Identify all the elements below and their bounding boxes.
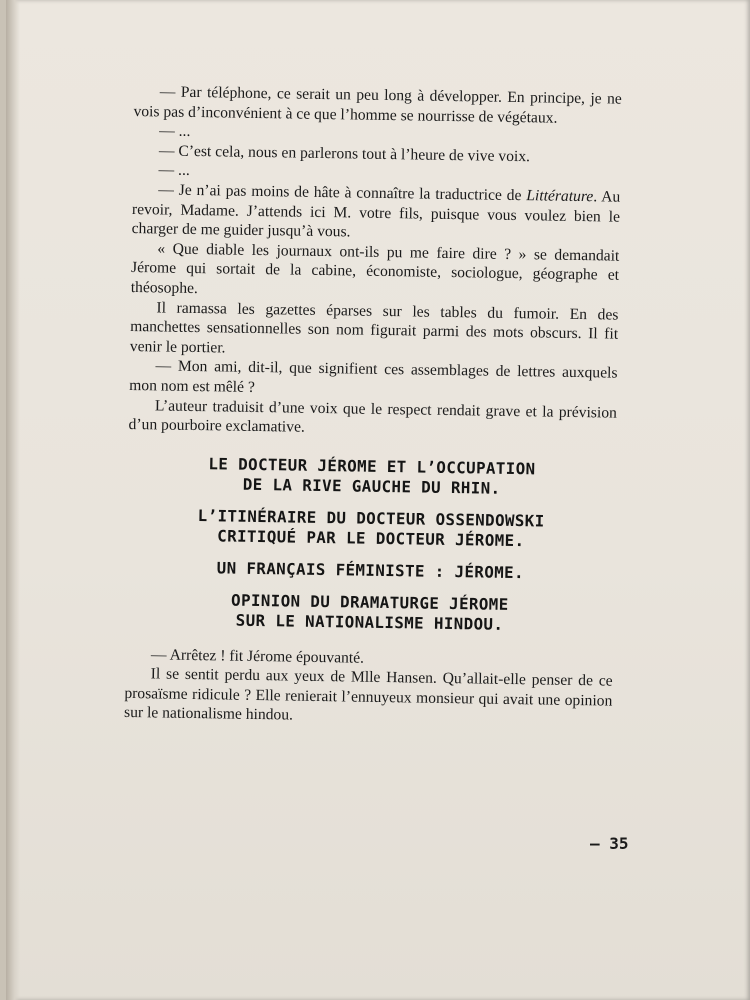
paragraph-arretez: — Arrêtez ! fit Jérome épouvanté. <box>150 646 365 667</box>
traductrice-part-2: . Au revoir, Madame. J’attends ici M. votre fils, puisque vous voulez bien le charger de me guider jusqu’à vous. <box>131 188 621 241</box>
headline-occupation <box>128 453 617 501</box>
headline-occupation-line-1: LE DOCTEUR JÉROME ET L’OCCUPATION <box>208 453 536 479</box>
paragraph-vive-voix: — C’est cela, nous en parlerons tout à l’heure de vive voix. <box>158 142 531 166</box>
paragraph-telephone: — Par téléphone, ce serait un peu long à développer. En principe, je ne vois pas d’inconvénient à ce que l’homme se nourrisse de végétaux. <box>133 83 622 127</box>
headline-feministe <box>126 557 614 585</box>
book-page <box>6 0 750 1000</box>
paragraph-ellipsis-1: — ... <box>159 122 191 141</box>
paragraph-traductrice <box>132 180 621 246</box>
headline-nationalisme <box>125 589 614 637</box>
paragraph-gazettes: Il ramassa les gazettes éparses sur les tables du fumoir. En des manchettes sensationnelles son nom figurait parmi des mots obscurs. Il fit venir le portier. <box>129 298 619 357</box>
headline-occupation-line-2: DE LA RIVE GAUCHE DU RHIN. <box>242 474 501 498</box>
paragraph-auteur: L’auteur traduisit d’une voix que le respect rendait grave et la prévision d’un pourboire exclamative. <box>128 396 617 436</box>
litterature-title: Littérature <box>526 187 594 206</box>
headline-feministe-line-1: UN FRANÇAIS FÉMINISTE : JÉROME. <box>216 558 525 582</box>
headline-itineraire-line-1: L’ITINÉRAIRE DU DOCTEUR OSSENDOWSKI <box>197 505 545 531</box>
headline-itineraire-line-2: CRITIQUÉ PAR LE DOCTEUR JÉROME. <box>217 526 525 550</box>
headline-itineraire <box>127 505 616 553</box>
paragraph-mon-ami: — Mon ami, dit-il, que signifient ces assemblages de lettres auxquels mon nom est mêlé ? <box>129 357 618 396</box>
paragraph-ellipsis-2: — ... <box>158 161 190 180</box>
paragraph-que-diable: « Que diable les journaux ont-ils pu me faire dire ? » se demandait Jérome qui sortait de la cabine, économiste, sociologue, géographe et théosophe. <box>130 240 620 297</box>
traductrice-part-1: — Je n’ai pas moins de hâte à connaître la traductrice de <box>158 181 522 205</box>
headline-nationalisme-line-2: SUR LE NATIONALISME HINDOU. <box>235 610 504 634</box>
page-text-block <box>124 82 622 731</box>
page-number: — 35 <box>590 834 629 853</box>
headline-nationalisme-line-1: OPINION DU DRAMATURGE JÉROME <box>230 590 509 614</box>
page-gutter-shadow <box>6 0 20 1000</box>
paragraph-perdu: Il se sentit perdu aux yeux de Mlle Hansen. Qu’allait-elle penser de ce prosaïsme ridicule ? Elle renierait l’ennuyeux monsieur qui avait une opinion sur le nationalisme hindou. <box>123 665 613 725</box>
newspaper-headlines <box>125 453 616 637</box>
